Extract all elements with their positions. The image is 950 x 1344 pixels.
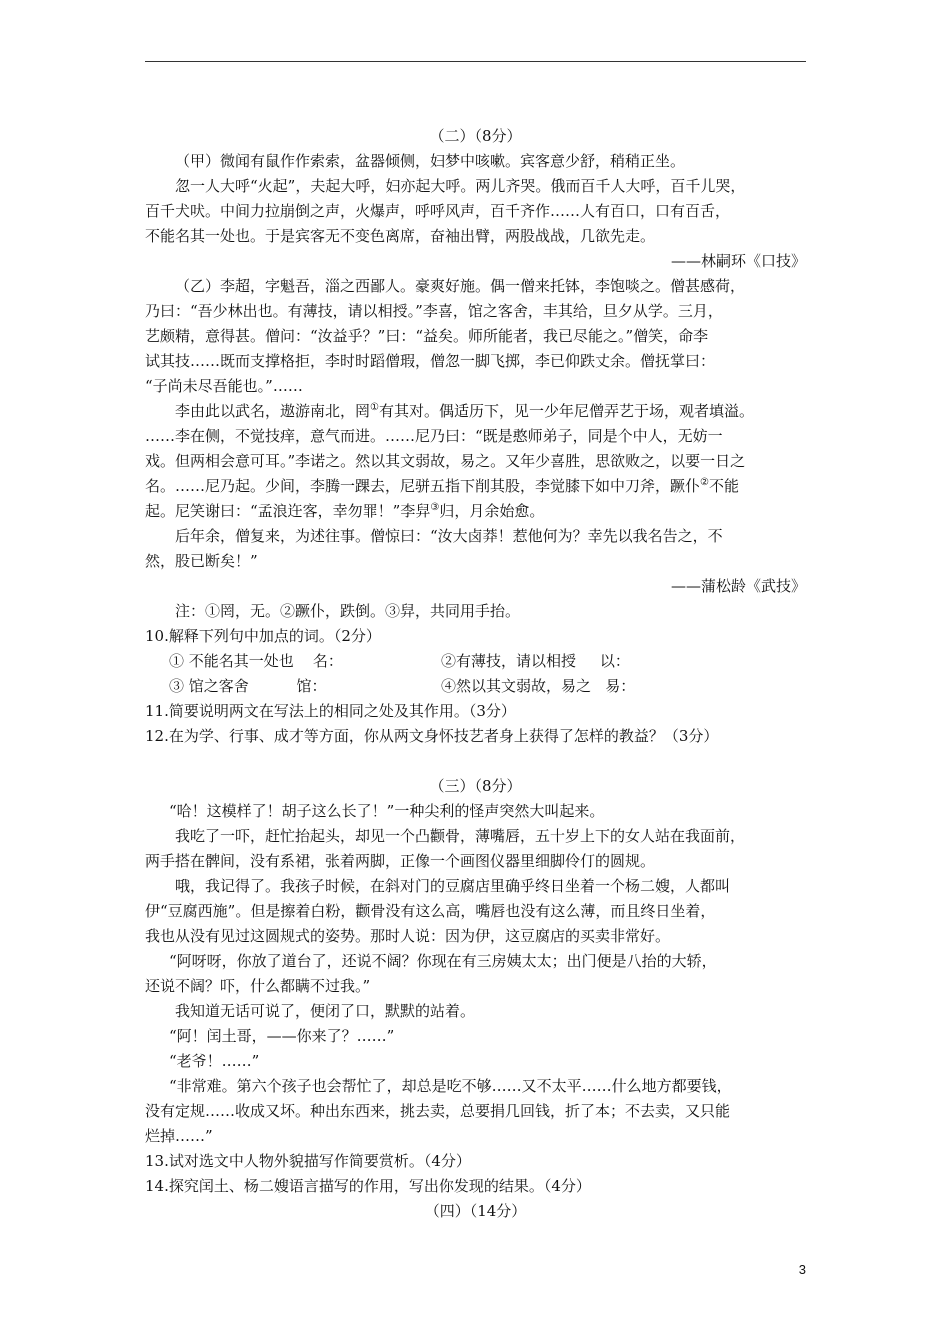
passage-3-line: 烂掉……” <box>145 1127 213 1145</box>
passage-yi-line: 后年余，僧复来，为述往事。僧惊曰：“汝大卤莽！惹他何为？幸先以我名告之，不 <box>175 527 723 545</box>
passage-yi-line: 乃曰：“吾少林出也。有薄技，请以相授。”李喜，馆之客舍，丰其给，旦夕从学。三月， <box>145 302 723 320</box>
header-rule <box>145 61 806 62</box>
passage-yi-line: 名。……尼乃起。少间，李腾一踝去，尼骈五指下削其股，李觉膝下如中刀斧，蹶仆②不能 <box>145 477 739 495</box>
passage-3-line: 两手搭在髀间，没有系裙，张着两脚，正像一个画图仪器里细脚伶仃的圆规。 <box>145 852 656 870</box>
footnote: 注：①罔，无。②蹶仆，跌倒。③舁，共同用手抬。 <box>175 602 521 620</box>
passage-yi-line: 艺颇精，意得甚。僧问：“汝益乎？”曰：“益矣。师所能者，我已尽能之。”僧笑，命李 <box>145 327 709 345</box>
passage-yi-line: 试其技……既而支撑格拒，李时时蹈僧瑕，僧忽一脚飞掷，李已仰跌丈余。僧抚掌曰： <box>145 352 716 370</box>
footnote-marker: ① <box>370 402 379 413</box>
section-3-heading: （三）（8分） <box>429 777 522 795</box>
page-number: 3 <box>798 1262 806 1277</box>
passage-jia-line: 百千犬吠。中间力拉崩倒之声，火爆声，呼呼风声，百千齐作……人有百口，口有百舌， <box>145 202 731 220</box>
passage-3-line: 还说不阔？吓，什么都瞒不过我。” <box>145 977 371 995</box>
passage-yi-line: ……李在侧，不觉技痒，意气而进。……尼乃曰：“既是憨师弟子，同是个中人，无妨一 <box>145 427 723 445</box>
q10-item: ① 不能名其一处也 名： <box>169 652 343 670</box>
passage-yi-line: （乙）李超，字魁吾，淄之西鄙人。豪爽好施。偶一僧来托钵，李饱啖之。僧甚感荷， <box>175 277 746 295</box>
question-10: 10.解释下列句中加点的词。（2分） <box>145 627 381 645</box>
section-2-heading: （二）（8分） <box>429 127 522 145</box>
q10-item: ②有薄技，请以相授 以： <box>441 652 630 670</box>
passage-yi-line: 然，股已断矣！” <box>145 552 258 570</box>
q10-item: ④然以其文弱故，易之 易： <box>441 677 636 695</box>
passage-3-line: 伊“豆腐西施”。但是擦着白粉，颧骨没有这么高，嘴唇也没有这么薄，而且终日坐着， <box>145 902 716 920</box>
passage-3-line: 哦，我记得了。我孩子时候，在斜对门的豆腐店里确乎终日坐着一个杨二嫂，人都叫 <box>175 877 731 895</box>
question-14: 14.探究闰土、杨二嫂语言描写的作用，写出你发现的结果。（4分） <box>145 1177 591 1195</box>
passage-jia-line: 忽一人大呼“火起”，夫起大呼，妇亦起大呼。两儿齐哭。俄而百千人大呼，百千儿哭， <box>175 177 746 195</box>
passage-3-line: 没有定规……收成又坏。种出东西来，挑去卖，总要捐几回钱，折了本；不去卖，又只能 <box>145 1102 731 1120</box>
passage-3-line: “阿呀呀，你放了道台了，还说不阔？你现在有三房姨太太；出门便是八抬的大轿， <box>169 952 717 970</box>
passage-3-line: “阿！闰土哥，——你来了？……” <box>169 1027 395 1045</box>
passage-yi-line: “子尚未尽吾能也。”…… <box>145 377 303 395</box>
passage-3-line: 我知道无话可说了，便闭了口，默默的站着。 <box>175 1002 476 1020</box>
passage-yi-line: 戏。但两相会意可耳。”李诺之。然以其文弱故，易之。又年少喜胜，思欲败之，以要一日之 <box>145 452 746 470</box>
question-12: 12.在为学、行事、成才等方面，你从两文身怀技艺者身上获得了怎样的教益？（3分） <box>145 727 719 745</box>
passage-jia-source: ——林嗣环《口技》 <box>670 252 806 270</box>
passage-yi-source: ——蒲松龄《武技》 <box>670 577 806 595</box>
passage-3-line: 我也从没有见过这圆规式的姿势。那时人说：因为伊，这豆腐店的买卖非常好。 <box>145 927 671 945</box>
question-13: 13.试对选文中人物外貌描写作简要赏析。（4分） <box>145 1152 471 1170</box>
section-4-heading: （四）（14分） <box>424 1202 527 1220</box>
question-11: 11.简要说明两文在写法上的相同之处及其作用。（3分） <box>145 702 516 720</box>
q10-item: ③ 馆之客舍 馆： <box>169 677 327 695</box>
passage-jia-line: 不能名其一处也。于是宾客无不变色离席，奋袖出臂，两股战战，几欲先走。 <box>145 227 656 245</box>
footnote-marker: ③ <box>430 502 440 513</box>
passage-jia-line: （甲）微闻有鼠作作索索，盆器倾侧，妇梦中咳嗽。宾客意少舒，稍稍正坐。 <box>175 152 686 170</box>
passage-3-line: 我吃了一吓，赶忙抬起头，却见一个凸颧骨，薄嘴唇，五十岁上下的女人站在我面前， <box>175 827 746 845</box>
passage-yi-line: 起。尼笑谢曰：“孟浪迕客，幸勿罪！”李舁③归，月余始愈。 <box>145 502 545 520</box>
passage-3-line: “非常难。第六个孩子也会帮忙了，却总是吃不够……又不太平……什么地方都要钱， <box>169 1077 732 1095</box>
passage-3-line: “老爷！……” <box>169 1052 260 1070</box>
passage-yi-line: 李由此以武名，遨游南北，罔①有其对。偶适历下，见一少年尼僧弄艺于场，观者填溢。 <box>175 402 754 420</box>
footnote-marker: ② <box>700 477 709 488</box>
passage-3-line: “哈！这模样了！胡子这么长了！”一种尖利的怪声突然大叫起来。 <box>169 802 605 820</box>
